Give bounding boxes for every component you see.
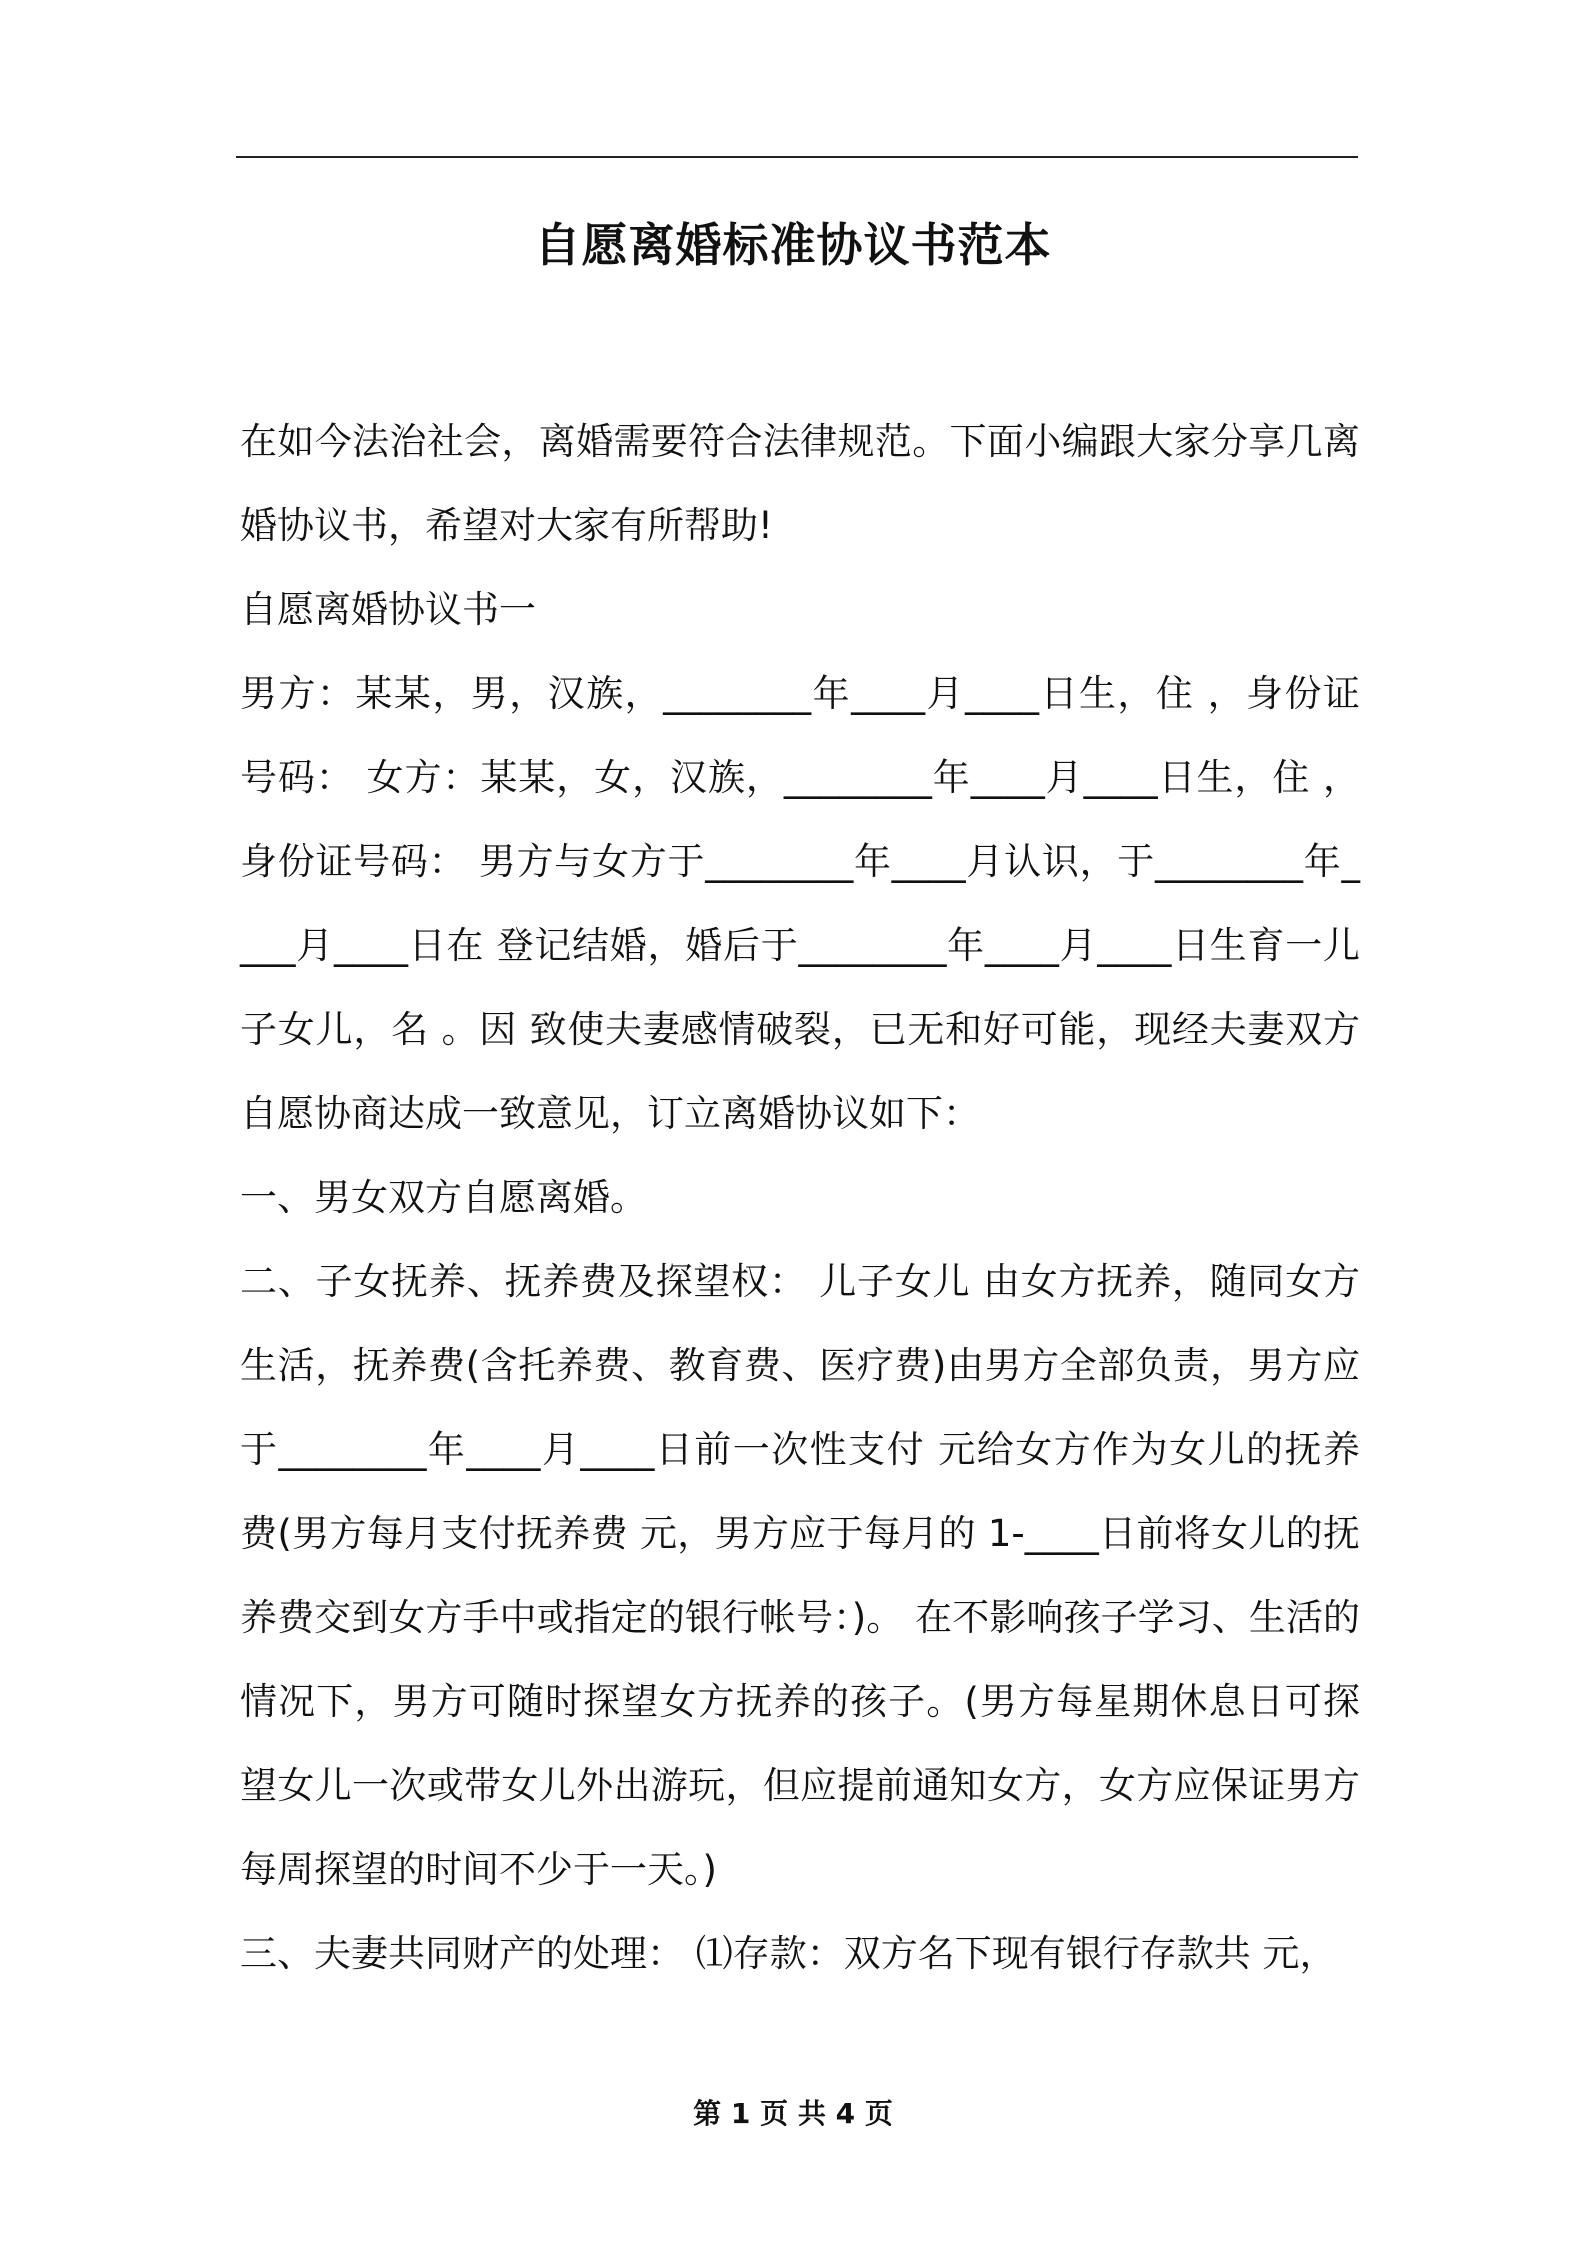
- header-rule: [236, 156, 1358, 158]
- clause-2: 二、子女抚养、抚养费及探望权： 儿子女儿 由女方抚养，随同女方生活，抚养费(含托养费、教育费、医疗费)由男方全部负责，男方应于________年____月____日前一次性支付 元给女方作为女儿的抚养费(男方每月支付抚养费 元，男方应于每月的 1-____日前将女儿的抚养费交到女方手中或指定的银行帐号：)。 在不影响孩子学习、生活的情况下，男方可随时探望女方抚养的孩子。(男方每星期休息日可探望女儿一次或带女儿外出游玩，但应提前通知女方，女方应保证男方每周探望的时间不少于一天。): [240, 1260, 1360, 1891]
- section-heading: 自愿离婚协议书一: [240, 588, 536, 631]
- page-number: 第 1 页 共 4 页: [693, 2097, 893, 2130]
- clause-3: 三、夫妻共同财产的处理： ⑴存款：双方名下现有银行存款共 元，: [240, 1932, 1337, 1975]
- document-title: 自愿离婚标准协议书范本: [534, 218, 1052, 272]
- document-body: [240, 400, 1360, 1996]
- parties-paragraph: 男方：某某，男，汉族，________年____月____日生，住 ，身份证号码： 女方：某某，女，汉族，________年____月____日生，住 ，身份证号码： 男方与女方于________年____月认识，于________年____月____日在 登记结婚，婚后于________年____月____日生育一儿子女儿，名 。因 致使夫妻感情破裂，已无和好可能，现经夫妻双方自愿协商达成一致意见，订立离婚协议如下：: [240, 672, 1360, 1135]
- clause-1: 一、男女双方自愿离婚。: [240, 1176, 647, 1219]
- intro-paragraph: 在如今法治社会，离婚需要符合法律规范。下面小编跟大家分享几离婚协议书，希望对大家有所帮助!: [240, 420, 1360, 547]
